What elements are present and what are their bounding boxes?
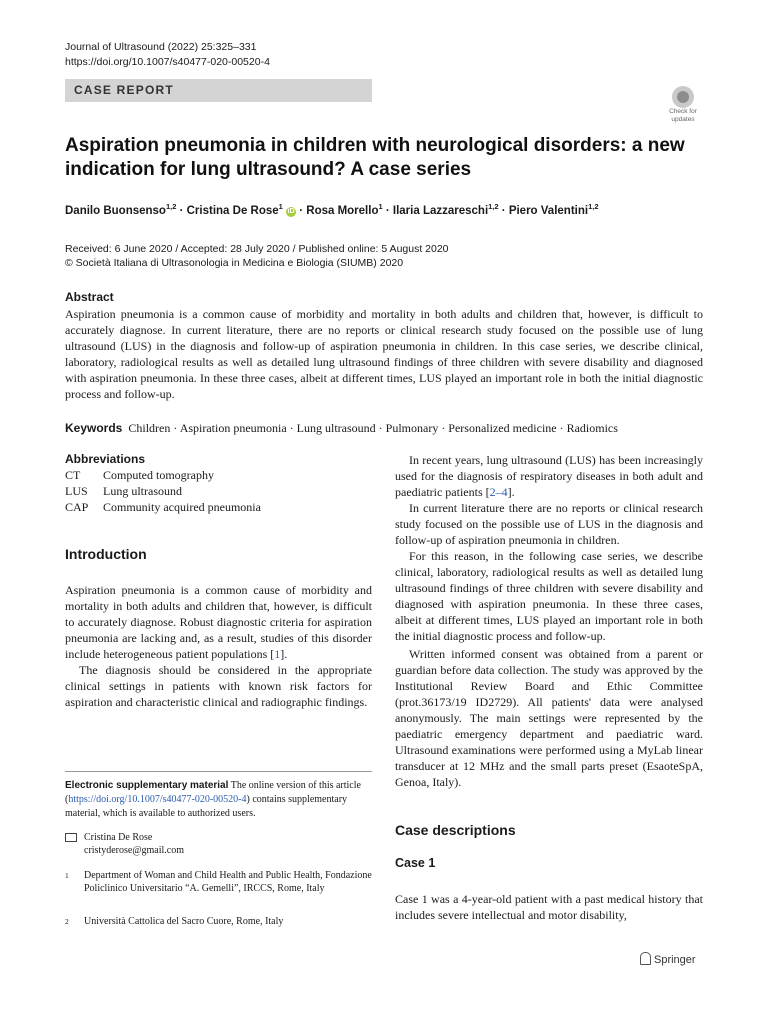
abstract-text: Aspiration pneumonia is a common cause of morbidity and mortality in both adults and children that, however, is difficult to accurately diagnose. In current literature, there are no reports or clinical research study focused on the possible use of lung ultrasound (LUS) in the diagnosis and follow-up of aspiration pneumonia in children. In this case series, we describe clinical, laboratory, radiological results as well as detailed lung ultrasound findings of three children with severe disability and diagnosed with aspiration pneumonia. In these three cases, albeit at different times, LUS played an important role in both the initial diagnostic process and follow-up. — [65, 307, 703, 401]
citation-link[interactable]: 1 — [274, 647, 281, 661]
check-for-updates-badge[interactable] — [663, 86, 703, 124]
copyright-line: © Società Italiana di Ultrasonologia in Medicina e Biologia (SIUMB) 2020 — [65, 257, 404, 269]
publisher-name: Springer — [654, 954, 696, 966]
publisher-logo — [640, 952, 696, 966]
keywords-label: Keywords — [65, 421, 123, 435]
case-1-text: Case 1 was a 4-year-old patient with a past medical history that includes severe intellectual and motor disability, — [395, 892, 703, 922]
author[interactable]: Rosa Morello$^1$ — [306, 202, 383, 217]
intro-paragraph-2: The diagnosis should be considered in the appropriate clinical settings in patients with known risk factors for aspiration and characteristic clinical and radiographic findings. — [65, 663, 372, 709]
citation-link[interactable]: 2–4 — [489, 485, 508, 499]
case-1-heading: Case 1 — [395, 856, 436, 870]
author-list: Danilo Buonsenso$^{1,2}$ · Cristina De Rose$^1$ iD · Rosa Morello$^1$ · Ilaria Lazzareschi$^{1,2}$ · Piero Valentini$^{1,2}$ — [65, 202, 599, 217]
body-paragraph-1: In recent years, lung ultrasound (LUS) has been increasingly used for the diagnosis of respiratory diseases in both adult and paediatric patients [2–4]. — [395, 453, 703, 499]
body-paragraph-2: In current literature there are no reports or clinical research study focused on the possible use of LUS in the diagnosis and follow-up of aspiration pneumonia in children. — [395, 501, 703, 547]
orcid-icon[interactable]: iD — [287, 207, 295, 215]
keywords — [65, 421, 705, 436]
body-paragraph-4: Written informed consent was obtained from a parent or guardian before data collection. The study was approved by the Institutional Review Board and Ethic Committee (prot.36173/19 ID2729). All patients' data were analysed anonymously. The main settings were represented by the paediatric emergency department and paediatric ward. Ultrasound examinations were performed using a MyLab linear transducer at 12 MHz and the small parts preset (EsaoteSpA, Genoa, Italy). — [395, 647, 703, 789]
abbreviation-row: LUS Lung ultrasound — [65, 484, 182, 498]
journal-header — [65, 40, 270, 70]
publication-dates — [65, 242, 449, 270]
abstract-heading: Abstract — [65, 290, 114, 304]
doi-line[interactable]: https://doi.org/10.1007/s40477-020-00520-4 — [65, 56, 270, 68]
author[interactable]: Danilo Buonsenso$^{1,2}$ — [65, 202, 177, 217]
author[interactable]: Piero Valentini$^{1,2}$ — [508, 202, 599, 217]
correspondence — [65, 831, 372, 857]
keywords-text: Children · Aspiration pneumonia · Lung ultrasound · Pulmonary · Personalized medicine · Radiomics — [128, 421, 618, 435]
body-paragraph-3: For this reason, in the following case series, we describe clinical, laboratory, radiological results as well as detailed lung ultrasound findings of three children with severe disability and diagnosed with aspiration pneumonia. In these three cases, albeit at different times, LUS played an important role in both the initial diagnostic process and follow-up. — [395, 549, 703, 643]
case-descriptions-heading: Case descriptions — [395, 822, 516, 838]
correspondence-email[interactable]: cristyderose@gmail.com — [84, 845, 185, 856]
esm-doi-link[interactable]: https://doi.org/10.1007/s40477-020-00520-4 — [68, 794, 247, 805]
author[interactable]: Cristina De Rose$^1$ — [186, 202, 283, 217]
journal-citation: Journal of Ultrasound (2022) 25:325–331 — [65, 41, 257, 53]
author[interactable]: Ilaria Lazzareschi$^{1,2}$ — [392, 202, 499, 217]
abbreviation-row: CAP Community acquired pneumonia — [65, 500, 261, 514]
affiliation: 2 Università Cattolica del Sacro Cuore, Rome, Italy — [65, 916, 284, 927]
footnote-divider — [65, 771, 372, 772]
esm-label: Electronic supplementary material — [65, 780, 229, 791]
check-updates-icon — [672, 86, 694, 108]
article-type-label: CASE REPORT — [74, 83, 174, 97]
supplementary-material-note: Electronic supplementary material The online version of this article (https://doi.org/10.1007/s40477-020-00520-4) contains supplementary material, which is available to authorized users. — [65, 780, 361, 819]
abbreviation-row: CT Computed tomography — [65, 468, 214, 482]
envelope-icon — [65, 833, 77, 842]
article-type-banner — [65, 79, 372, 102]
badge-line-1: Check for — [669, 108, 697, 115]
intro-paragraph-1: Aspiration pneumonia is a common cause of morbidity and mortality in both adults and children that, however, is difficult to accurately diagnose. Robust diagnostic criteria for aspiration pneumonia are lacking and, as a result, studies of this disorder include heterogeneous patient populations [1]. — [65, 583, 372, 661]
introduction-heading: Introduction — [65, 546, 147, 562]
article-title: Aspiration pneumonia in children with neurological disorders: a new indication for lung ultrasound? A case series — [65, 135, 685, 180]
badge-line-2: updates — [671, 115, 695, 123]
abbreviations-heading: Abbreviations — [65, 452, 146, 466]
affiliation: 1 Department of Woman and Child Health and Public Health, Fondazione Policlinico Universitario “A. Gemelli”, IRCCS, Rome, Italy — [65, 870, 372, 894]
history-dates: Received: 6 June 2020 / Accepted: 28 July 2020 / Published online: 5 August 2020 — [65, 243, 449, 255]
correspondence-name: Cristina De Rose — [84, 832, 153, 843]
springer-horse-icon — [640, 952, 651, 965]
